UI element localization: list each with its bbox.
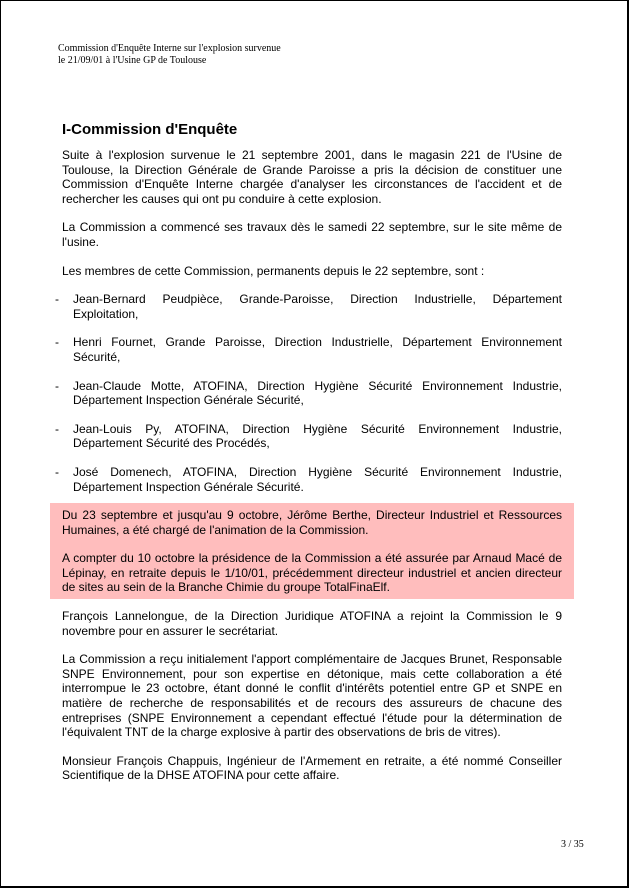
members-list [55,292,562,494]
header-line-2: le 21/09/01 à l'Usine GP de Toulouse [58,55,207,66]
list-item [55,465,562,494]
member-text: Henri Fournet, Grande Paroisse, Direction Industrielle, Département Environnement Sécurité, [73,335,562,364]
bullet-dash: - [55,421,59,436]
list-item [55,335,562,364]
list-item [55,422,562,451]
member-text: José Domenech, ATOFINA, Direction Hygiène Sécurité Environnement Industrie, Département Inspection Générale Sécurité. [73,464,562,494]
member-text: Jean-Louis Py, ATOFINA, Direction Hygiène Sécurité Environnement Industrie, Département Sécurité des Procédés, [73,421,562,451]
paragraph-scientific-advisor: Monsieur François Chappuis, Ingénieur de l'Armement en retraite, a été nommé Conseiller Scientifique de la DHSE ATOFINA pour cette affaire. [62,753,562,783]
highlighted-block [50,503,574,599]
running-header [58,43,281,67]
paragraph-start-date: La Commission a commencé ses travaux dès le samedi 22 septembre, sur le site même de l'usine. [62,220,562,249]
bullet-dash: - [55,335,59,350]
list-item [55,379,562,408]
paragraph-presidency: A compter du 10 octobre la présidence de la Commission a été assurée par Arnaud Macé de Lépinay, en retraite depuis le 1/10/01, précédemment directeur industriel et ancien directeur de sites au sein de la Branche Chimie du groupe TotalFinaElf. [62,551,562,595]
paragraph-snpe: La Commission a reçu initialement l'apport complémentaire de Jacques Brunet, Responsable SNPE Environnement, pour son expertise en détonique, mais cette collaboration a été interrompue le 23 octobre, étant donné le conflit d'intérêts potentiel entre GP et SNPE en matière de recherche de responsabilités et de recours des assureurs de chacune des entreprises (SNPE Environnement a cependant effectué l'étude pour la détermination de l'équivalent TNT de la charge explosive à partir des observations de bris de vitres). [62,652,562,740]
member-text: Jean-Bernard Peudpièce, Grande-Paroisse, Direction Industrielle, Département Exploitation, [73,292,562,321]
paragraph-secretariat: François Lannelongue, de la Direction Juridique ATOFINA a rejoint la Commission le 9 novembre pour en assurer le secrétariat. [62,609,562,638]
member-text: Jean-Claude Motte, ATOFINA, Direction Hygiène Sécurité Environnement Industrie, Département Inspection Générale Sécurité, [73,378,562,408]
bullet-dash: - [55,292,59,307]
bullet-dash: - [55,378,59,393]
list-item [55,292,562,321]
paragraph-intro: Suite à l'explosion survenue le 21 septembre 2001, dans le magasin 221 de l'Usine de Toulouse, la Direction Générale de Grande Paroisse a pris la décision de constituer une Commission d'Enquête Interne chargée d'analyser les circonstances de l'accident et de rechercher les causes qui ont pu conduire à cette explosion. [62,148,562,206]
paragraph-members-intro: Les membres de cette Commission, permanents depuis le 22 septembre, sont : [62,263,485,278]
section-title: I-Commission d'Enquête [62,121,238,138]
document-body [55,148,562,797]
header-line-1: Commission d'Enquête Interne sur l'explosion survenue [58,43,281,54]
bullet-dash: - [55,464,59,479]
page-number: 3 / 35 [561,839,584,850]
paragraph-berthe: Du 23 septembre et jusqu'au 9 octobre, Jérôme Berthe, Directeur Industriel et Ressources Humaines, a été chargé de l'animation de la Commission. [62,508,562,537]
